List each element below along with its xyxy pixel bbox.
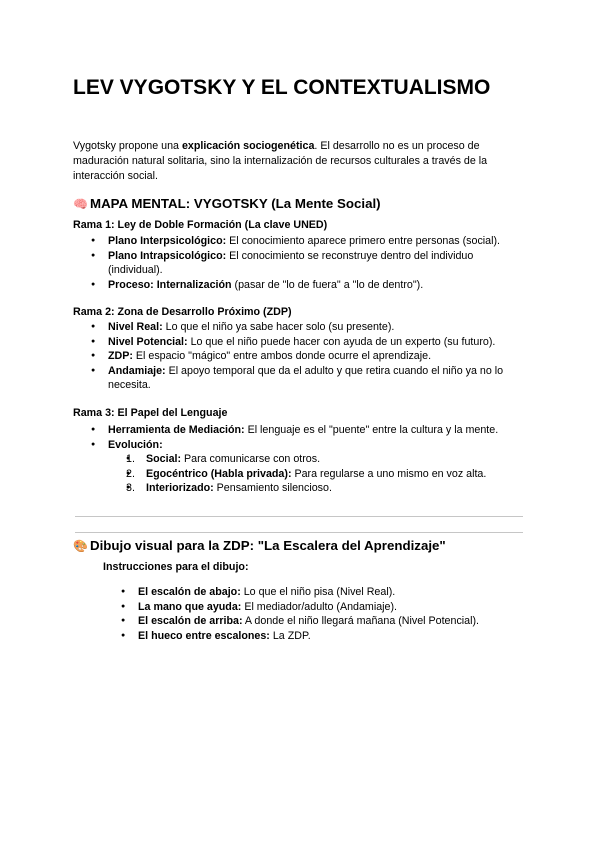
item-label: Plano Intrapsicológico: xyxy=(108,249,227,262)
step-label: Interiorizado: xyxy=(146,482,214,495)
rama-1-title: Rama 1: Ley de Doble Formación (La clave UNED) xyxy=(73,219,328,231)
step-number: ● 1. xyxy=(126,453,135,466)
list-item xyxy=(121,600,521,615)
drawing-list xyxy=(121,585,521,643)
rama-3-list xyxy=(91,423,521,496)
brain-icon: 🧠 xyxy=(73,197,88,211)
list-item xyxy=(91,364,521,393)
item-text: El apoyo temporal que da el adulto y que retira cuando el niño ya no lo necesita. xyxy=(108,364,504,392)
step-label: Egocéntrico (Habla privada): xyxy=(146,467,292,480)
item-label: Plano Interpsicológico: xyxy=(108,235,227,247)
step-text: Para comunicarse con otros. xyxy=(181,453,321,466)
item-label: Evolución: xyxy=(108,438,163,451)
list-item xyxy=(91,335,521,350)
list-item xyxy=(91,278,521,293)
rama-2-title: Rama 2: Zona de Desarrollo Próximo (ZDP) xyxy=(73,306,292,318)
item-text: A donde el niño llegará mañana (Nivel Potencial). xyxy=(242,615,480,628)
step-text: Pensamiento silencioso. xyxy=(213,482,332,495)
palette-icon: 🎨 xyxy=(73,539,88,553)
list-item xyxy=(91,349,521,364)
item-label: El hueco entre escalones: xyxy=(138,629,270,642)
step-item xyxy=(126,467,521,482)
rama-1-list xyxy=(91,234,521,292)
item-label: Herramienta de Mediación: xyxy=(108,424,245,436)
item-label: La mano que ayuda: xyxy=(138,600,242,613)
list-item xyxy=(121,614,521,629)
mindmap-heading xyxy=(73,195,381,213)
intro-text-start: Vygotsky propone una xyxy=(73,140,182,152)
item-text: Lo que el niño ya sabe hacer solo (su presente). xyxy=(162,321,395,333)
list-item xyxy=(121,629,521,644)
intro-text-end: . El desarrollo no es un proceso de maduración natural solitaria, sino la internalización de recursos culturales a través de la interacción social. xyxy=(73,140,488,182)
item-text: El lenguaje es el "puente" entre la cultura y la mente. xyxy=(244,424,499,436)
intro-paragraph xyxy=(73,139,518,184)
list-item xyxy=(91,234,521,249)
drawing-title: Dibujo visual para la ZDP: "La Escalera del Aprendizaje" xyxy=(90,538,446,553)
drawing-instructions-label: Instrucciones para el dibujo: xyxy=(103,561,249,573)
step-item xyxy=(126,481,521,496)
divider xyxy=(75,516,523,517)
rama-2-list xyxy=(91,320,521,393)
list-item xyxy=(91,249,521,278)
page-title: LEV VYGOTSKY Y EL CONTEXTUALISMO xyxy=(73,76,491,99)
item-label: Nivel Potencial: xyxy=(108,335,188,348)
list-item xyxy=(121,585,521,600)
item-label: El escalón de arriba: xyxy=(138,615,243,628)
mindmap-title: MAPA MENTAL: VYGOTSKY (La Mente Social) xyxy=(90,196,381,211)
item-text: El conocimiento se reconstruye dentro del individuo (individual). xyxy=(108,249,474,277)
step-label: Social: xyxy=(146,453,182,466)
item-label: Nivel Real: xyxy=(108,321,163,333)
item-text: El mediador/adulto (Andamiaje). xyxy=(241,600,397,613)
item-text: (pasar de "lo de fuera" a "lo de dentro"). xyxy=(231,278,424,291)
item-label: ZDP: xyxy=(108,350,133,363)
step-item xyxy=(126,452,521,467)
list-item xyxy=(91,320,521,335)
list-item xyxy=(91,438,521,496)
rama-3-title: Rama 3: El Papel del Lenguaje xyxy=(73,407,228,419)
evolution-steps xyxy=(108,452,521,496)
item-label: Andamiaje: xyxy=(108,364,166,377)
item-text: Lo que el niño pisa (Nivel Real). xyxy=(240,586,396,598)
divider xyxy=(75,532,523,533)
item-text: La ZDP. xyxy=(269,629,311,642)
item-label: El escalón de abajo: xyxy=(138,586,241,598)
step-text: Para regularse a uno mismo en voz alta. xyxy=(291,467,487,480)
item-text: El conocimiento aparece primero entre personas (social). xyxy=(226,235,501,247)
list-item xyxy=(91,423,521,438)
intro-bold-term: explicación sociogenética xyxy=(181,140,315,152)
item-label: Proceso: Internalización xyxy=(108,278,232,291)
item-text: El espacio "mágico" entre ambos donde ocurre el aprendizaje. xyxy=(132,350,432,363)
step-number: ● 2. xyxy=(126,467,135,480)
step-number: ● 3. xyxy=(126,482,135,495)
drawing-heading xyxy=(73,537,446,555)
item-text: Lo que el niño puede hacer con ayuda de un experto (su futuro). xyxy=(187,335,496,348)
